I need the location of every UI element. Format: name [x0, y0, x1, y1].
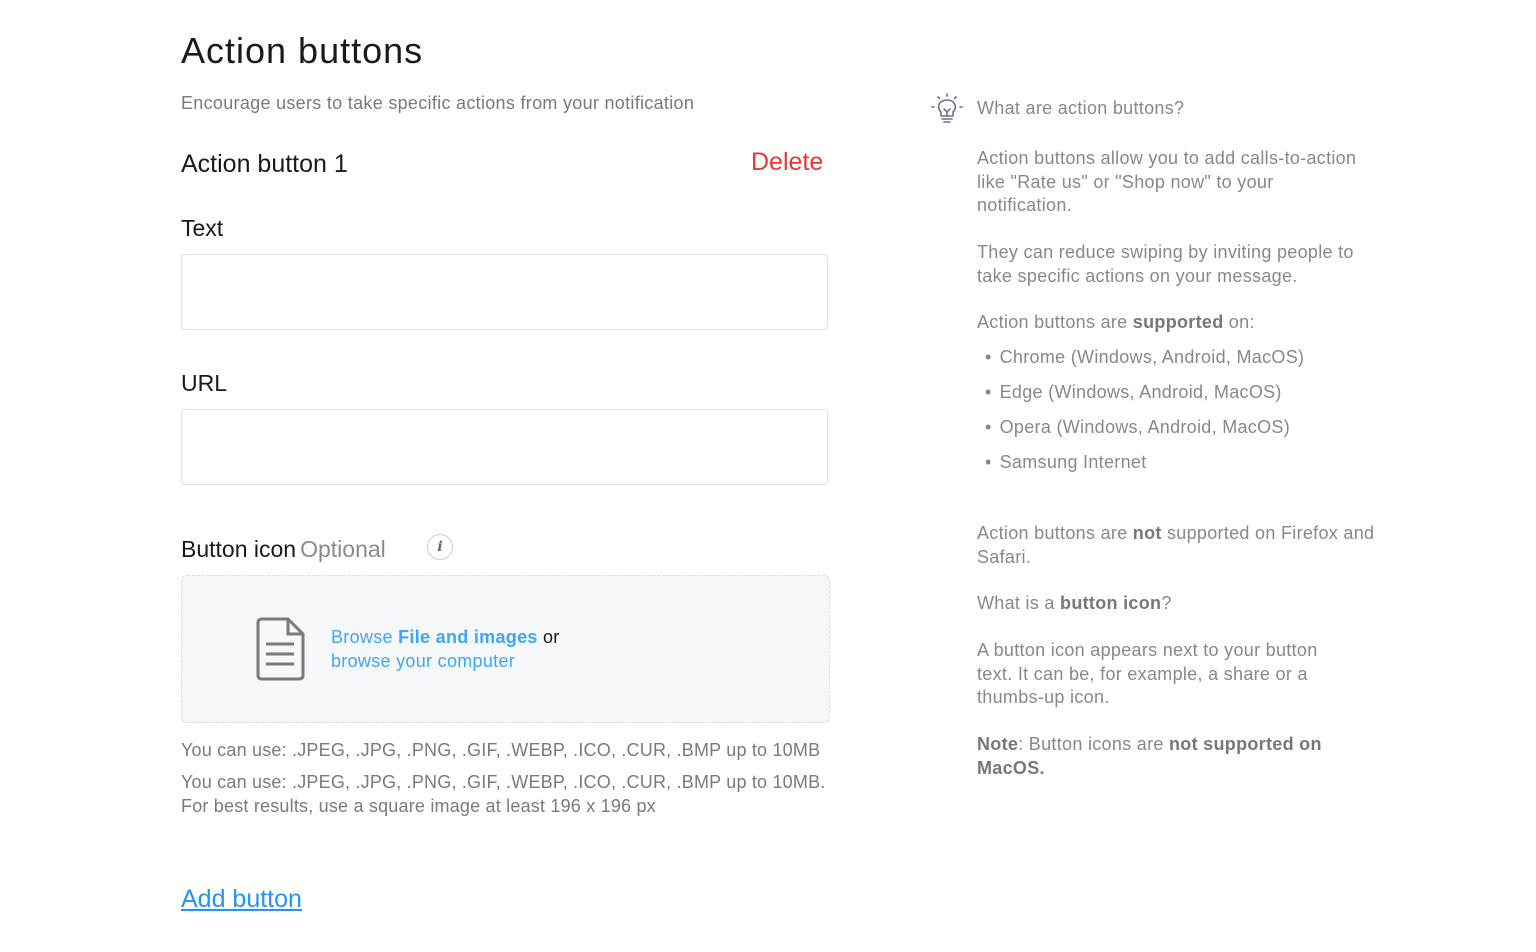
- format-hint-detailed: [181, 770, 826, 818]
- text: : Button icons are: [1018, 734, 1169, 754]
- optional-label: Optional: [300, 536, 386, 562]
- url-label: URL: [181, 370, 228, 396]
- help-paragraph: They can reduce swiping by inviting people to take specific actions on your message.: [977, 242, 1354, 286]
- button-icon-label: [181, 536, 386, 563]
- help-paragraph: Action buttons allow you to add calls-to-action like "Rate us" or "Shop now" to your notification.: [977, 148, 1357, 215]
- text-bold: button icon: [1060, 593, 1162, 613]
- help-paragraph: [977, 592, 1377, 616]
- page-title: Action buttons: [181, 30, 424, 71]
- text-bold: supported: [1132, 312, 1224, 332]
- browse-text: Browse: [331, 627, 393, 647]
- help-note: [977, 733, 1347, 780]
- or-text: or: [543, 627, 560, 647]
- file-images-link[interactable]: File and images: [398, 627, 538, 647]
- url-input[interactable]: [181, 409, 828, 485]
- help-paragraph: A button icon appears next to your button text. It can be, for example, a share or a thumbs-up icon.: [977, 640, 1318, 707]
- text: supported on Firefox and Safari.: [977, 523, 1375, 567]
- help-paragraph: [977, 522, 1377, 569]
- browser-list-item: • Chrome (Windows, Android, MacOS): [985, 347, 1304, 368]
- dropzone-text: [331, 625, 560, 673]
- text-bold: not supported on MacOS.: [977, 734, 1322, 778]
- browse-computer-link[interactable]: browse your computer: [331, 651, 516, 671]
- help-paragraph: [977, 311, 1377, 335]
- text: ?: [1161, 593, 1172, 613]
- help-question: What are action buttons?: [977, 98, 1185, 118]
- browser-list-item: • Samsung Internet: [985, 452, 1147, 473]
- text: Action buttons are: [977, 523, 1133, 543]
- hint-line: For best results, use a square image at least 196 x 196 px: [181, 796, 656, 816]
- format-hint: You can use: .JPEG, .JPG, .PNG, .GIF, .WEBP, .ICO, .CUR, .BMP up to 10MB: [181, 740, 821, 760]
- text-label: Text: [181, 215, 224, 241]
- text-bold: not: [1132, 523, 1162, 543]
- text-bold: Note: [977, 734, 1019, 754]
- add-button-link[interactable]: Add button: [181, 885, 302, 913]
- text: What is a: [977, 593, 1061, 613]
- button-icon-label-text: Button icon: [181, 536, 297, 562]
- text: Action buttons are: [977, 312, 1133, 332]
- text: on:: [1223, 312, 1255, 332]
- browser-list-item: • Edge (Windows, Android, MacOS): [985, 382, 1282, 403]
- page-subtitle: Encourage users to take specific actions from your notification: [181, 93, 695, 113]
- delete-button[interactable]: Delete: [751, 148, 824, 176]
- lightbulb-icon: [931, 93, 963, 127]
- info-icon[interactable]: i: [427, 534, 453, 560]
- file-icon: [256, 617, 306, 681]
- hint-line: You can use: .JPEG, .JPG, .PNG, .GIF, .WEBP, .ICO, .CUR, .BMP up to 10MB.: [181, 772, 826, 792]
- action-button-heading: Action button 1: [181, 150, 348, 178]
- text-input[interactable]: [181, 254, 828, 330]
- browser-list-item: • Opera (Windows, Android, MacOS): [985, 417, 1290, 438]
